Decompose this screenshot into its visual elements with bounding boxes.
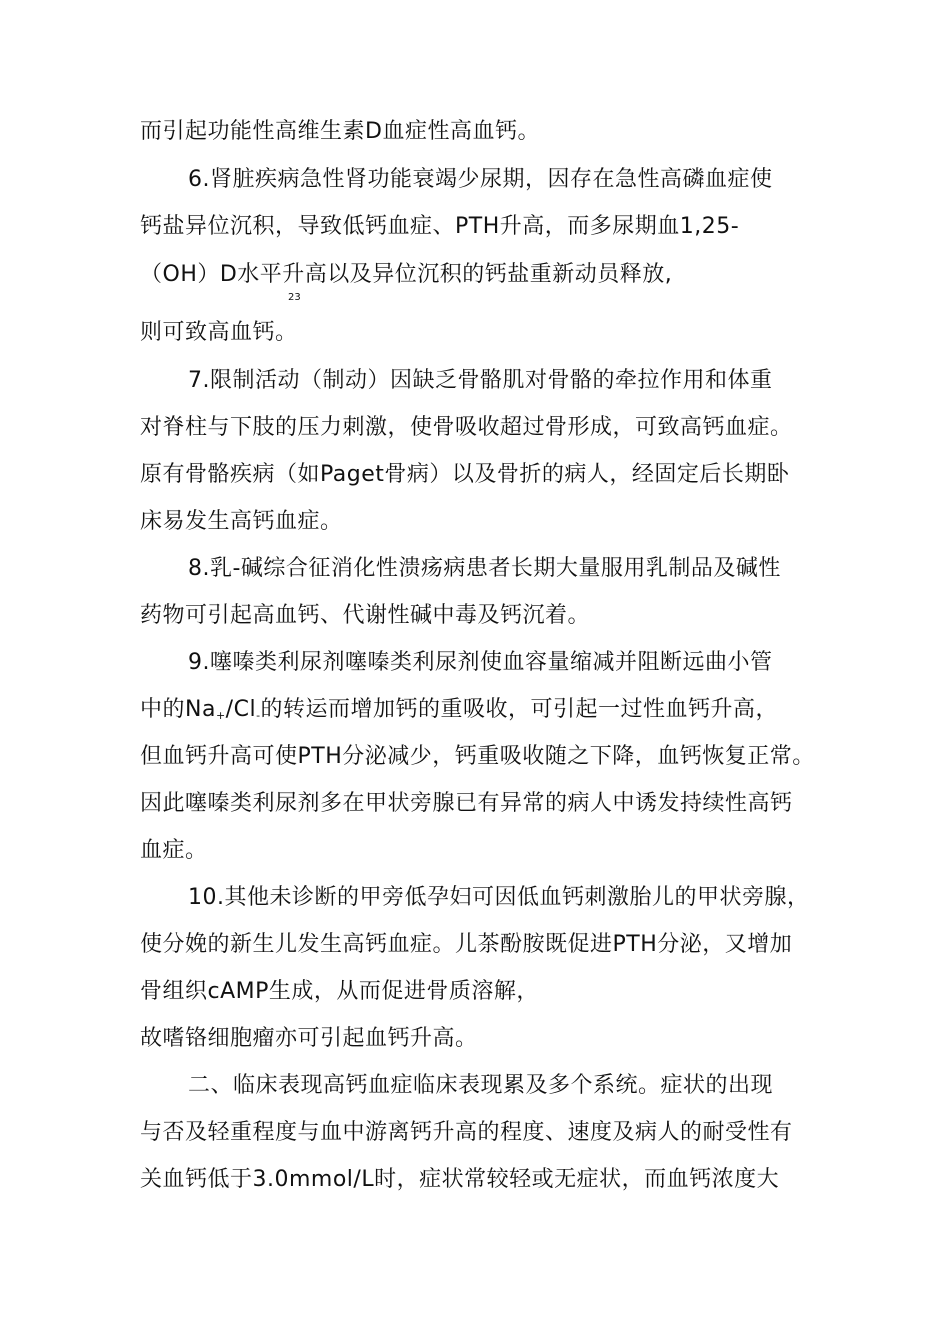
text-line: 故嗜铬细胞瘤亦可引起血钙升高。	[140, 1026, 478, 1051]
sodium-charge: +	[215, 709, 226, 722]
text-line: 药物可引起高血钙、代谢性碱中毒及钙沉着。	[140, 603, 591, 628]
text-line: 与否及轻重程度与血中游离钙升高的程度、速度及病人的耐受性有	[140, 1120, 793, 1145]
ion-prefix: 中的Na	[140, 697, 216, 722]
footnote-number: 23	[288, 292, 301, 303]
paragraph-6-start: 6.肾脏疾病急性肾功能衰竭少尿期，因存在急性高磷血症使	[188, 167, 773, 192]
text-line: 因此噻嗪类利尿剂多在甲状旁腺已有异常的病人中诱发持续性高钙	[140, 791, 793, 816]
text-line-with-ions	[140, 695, 778, 731]
ion-mid: /Cl	[225, 697, 257, 722]
paragraph-7-start: 7.限制活动（制动）因缺乏骨骼肌对骨骼的牵拉作用和体重	[188, 368, 773, 393]
section-2-heading: 二、临床表现高钙血症临床表现累及多个系统。症状的出现	[188, 1073, 774, 1098]
text-line: 原有骨骼疾病（如Paget骨病）以及骨折的病人，经固定后长期卧	[140, 462, 790, 487]
text-line: 则可致高血钙。	[140, 320, 298, 345]
paragraph-10-start: 10.其他未诊断的甲旁低孕妇可因低血钙刺激胎儿的甲状旁腺，	[188, 885, 810, 910]
text-line: 使分娩的新生儿发生高钙血症。儿茶酚胺既促进PTH分泌，又增加	[140, 932, 793, 957]
text-line: 而引起功能性高维生素D血症性高血钙。	[140, 119, 540, 144]
text-line: 对脊柱与下肢的压力刺激，使骨吸收超过骨形成，可致高钙血症。	[140, 415, 793, 440]
paragraph-8-start: 8.乳-碱综合征消化性溃疡病患者长期大量服用乳制品及碱性	[188, 556, 781, 581]
text-line: 但血钙升高可使PTH分泌减少，钙重吸收随之下降，血钙恢复正常。	[140, 744, 815, 769]
text-line: 血症。	[140, 838, 208, 863]
ion-suffix: 的转运而增加钙的重吸收，可引起一过性血钙升高，	[260, 697, 779, 722]
text-line: 床易发生高钙血症。	[140, 509, 343, 534]
chloride-charge: -	[256, 709, 261, 722]
text-line: 钙盐异位沉积，导致低钙血症、PTH升高，而多尿期血1,25-	[140, 214, 740, 239]
paragraph-9-start: 9.噻嗪类利尿剂噻嗪类利尿剂使血容量缩减并阻断远曲小管	[188, 650, 773, 675]
text-line: （OH）D水平升高以及异位沉积的钙盐重新动员释放,	[140, 262, 673, 287]
text-line: 关血钙低于3.0mmol/L时，症状常较轻或无症状，而血钙浓度大	[140, 1167, 780, 1192]
text-line: 骨组织cAMP生成，从而促进骨质溶解，	[140, 979, 539, 1004]
